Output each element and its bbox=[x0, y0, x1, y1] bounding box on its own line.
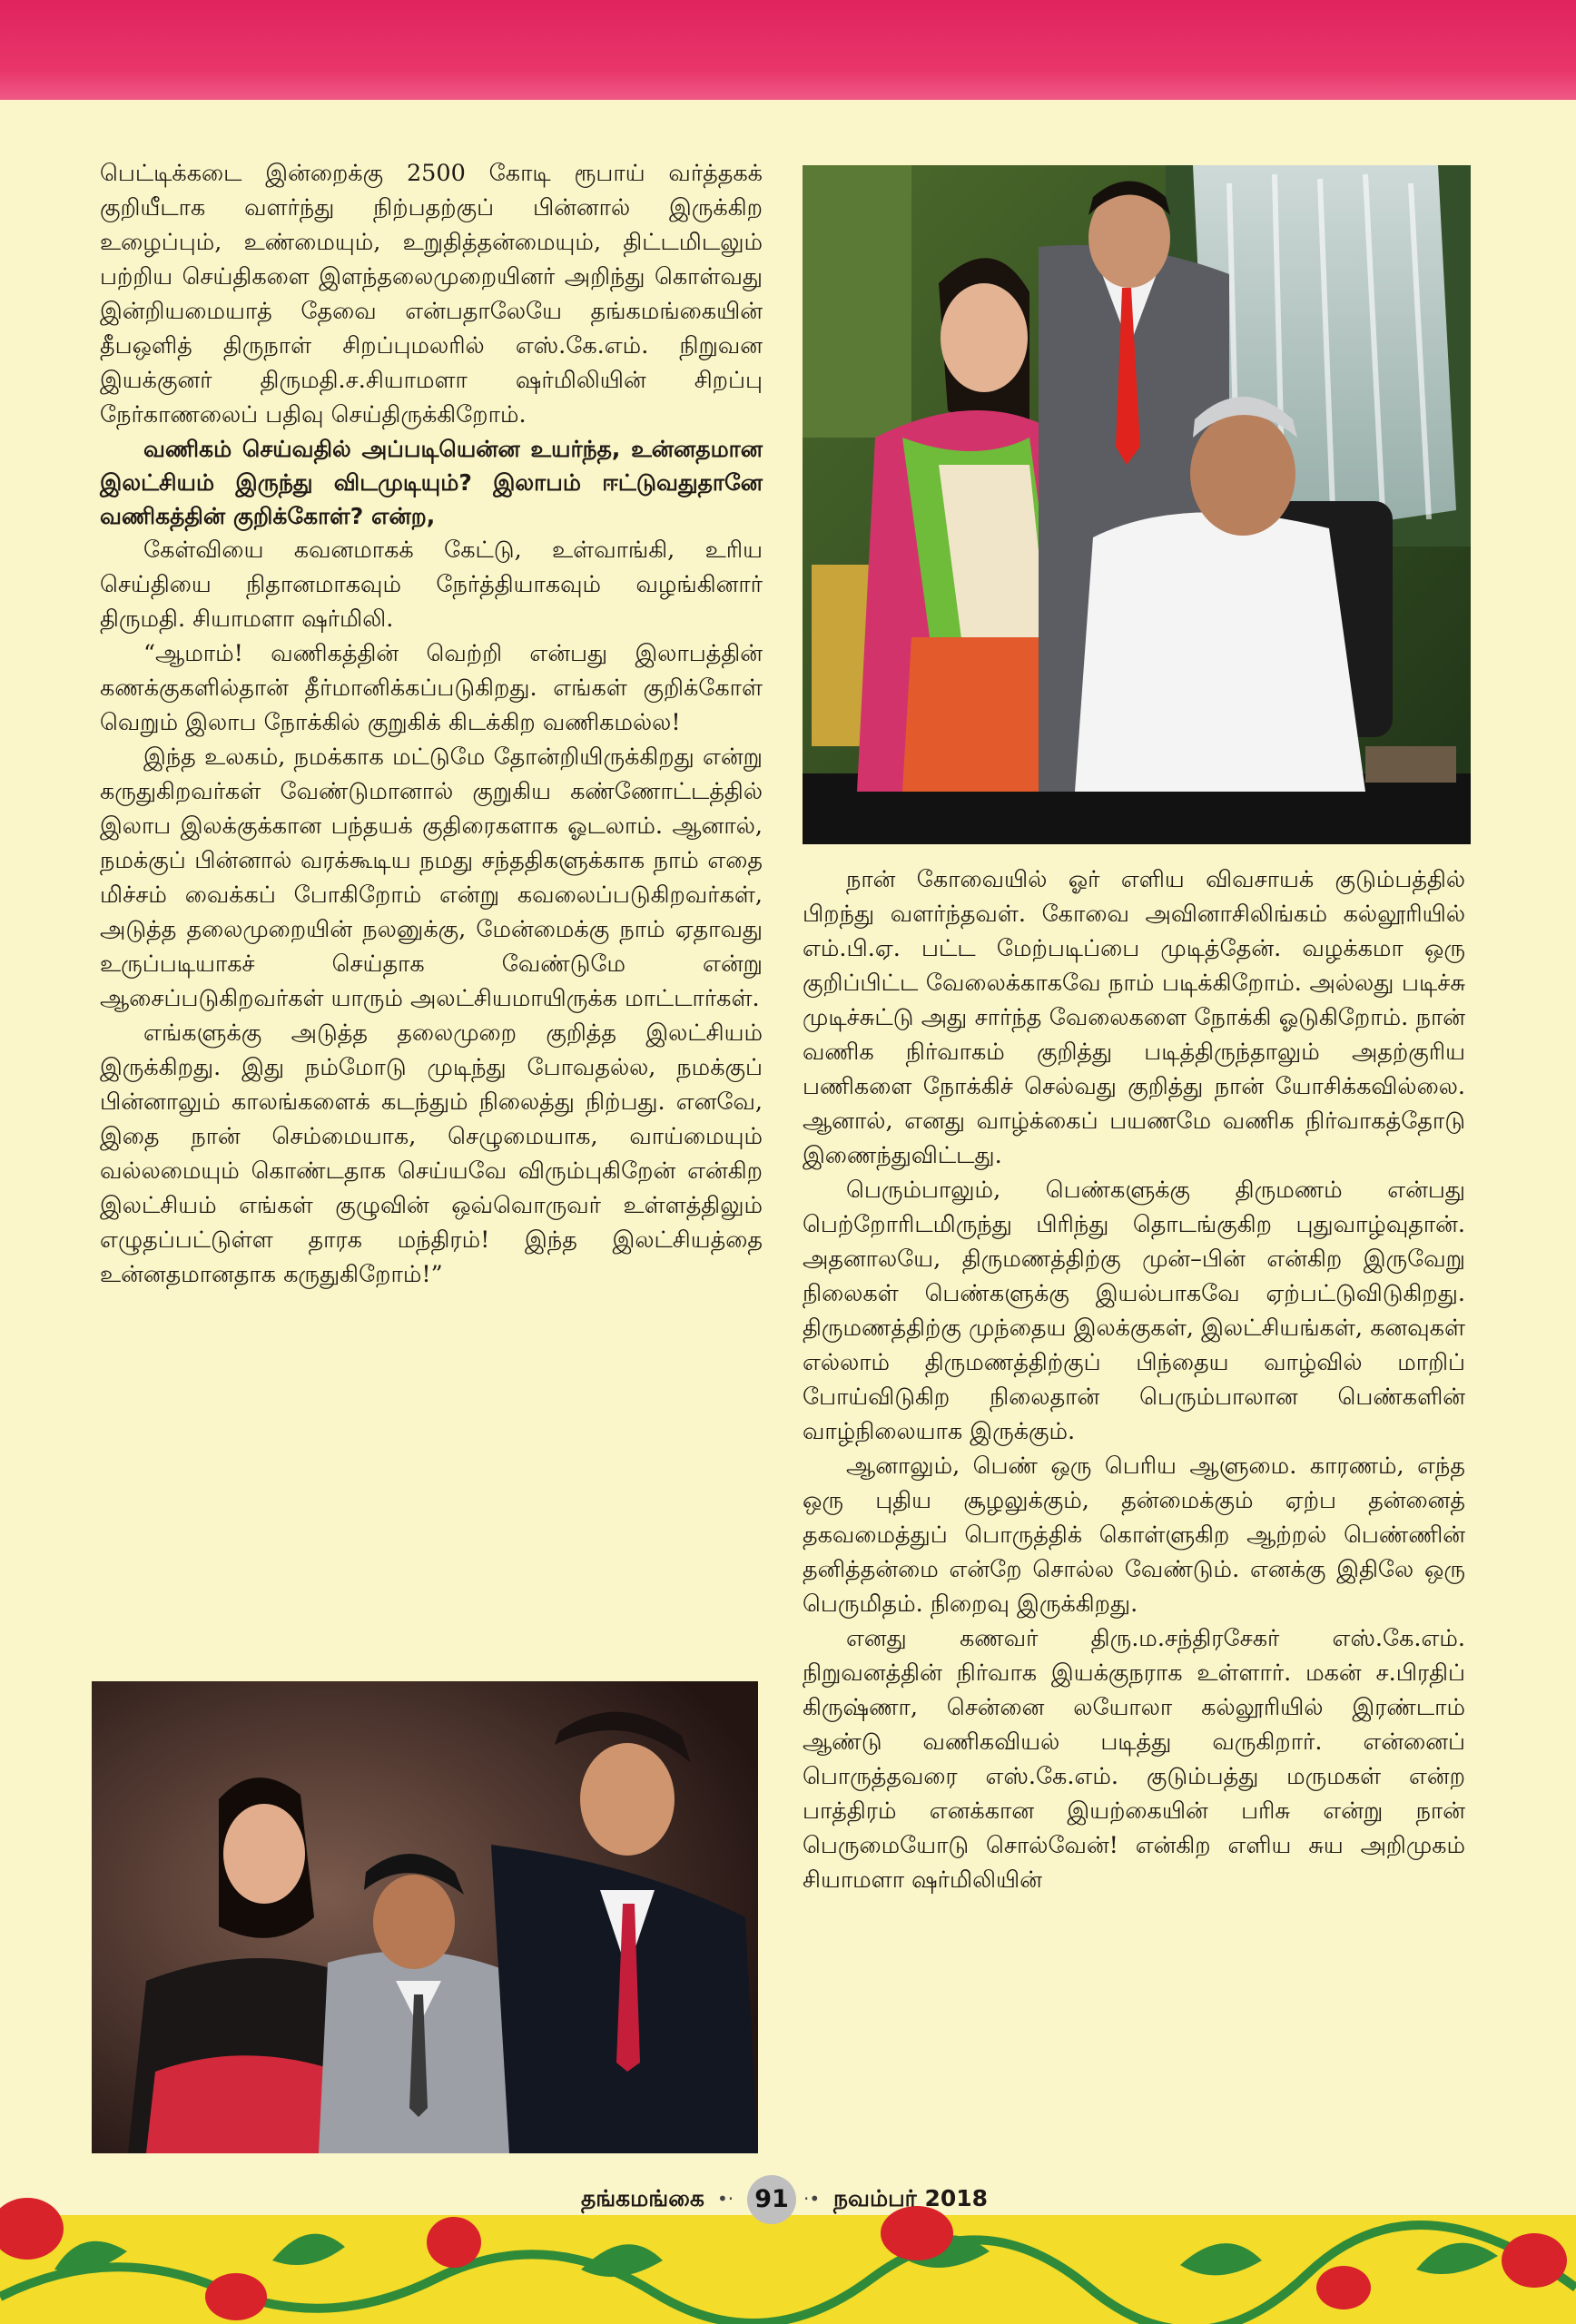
photo-director-with-family bbox=[803, 165, 1471, 844]
article-paragraph: நான் கோவையில் ஓர் எளிய விவசாயக் குடும்பத்தில் பிறந்து வளர்ந்தவள். கோவை அவினாசிலிங்கம் கல்லூரியில் எம்.பி.ஏ. பட்ட மேற்படிப்பை முடித்தேன். வழக்கமா ஒரு குறிப்பிட்ட வேலைக்காகவே நாம் படிக்கிறோம். அல்லது படிச்சு முடிச்சுட்டு அது சார்ந்த வேலைகளை நோக்கி ஓடுகிறோம். நான் வணிக நிர்வாகம் குறித்து படித்திருந்தாலும் அதற்குரிய பணிகளை நோக்கிச் செல்வது குறித்து நான் யோசிக்கவில்லை. ஆனால், எனது வாழ்க்கைப் பயணமே வணிக நிர்வாகத்தோடு இணைந்துவிட்டது. bbox=[803, 866, 1465, 1169]
article-paragraph: எனது கணவர் திரு.ம.சந்திரசேகர் எஸ்.கே.எம். நிறுவனத்தின் நிர்வாக இயக்குநராக உள்ளார். மகன் ச.பிரதிப் கிருஷ்ணா, சென்னை லயோலா கல்லூரியில் இரண்டாம் ஆண்டு வணிகவியல் படித்து வருகிறார். என்னைப் பொருத்தவரை எஸ்.கே.எம். குடும்பத்து மருமகள் என்ற பாத்திரம் எனக்கான இயற்கையின் பரிசு என்று நான் பெருமையோடு சொல்வேன்! என்கிற எளிய சுய அறிமுகம் சியாமளா ஷர்மிலியின் bbox=[803, 1625, 1465, 1894]
footer-separator: ·• bbox=[803, 2188, 821, 2210]
article-paragraph: பெரும்பாலும், பெண்களுக்கு திருமணம் என்பது பெற்றோரிடமிருந்து பிரிந்து தொடங்குகிற புதுவாழ்வுதான். அதனாலயே, திருமணத்திற்கு முன்–பின் என்கிற இருவேறு நிலைகள் பெண்களுக்கு இயல்பாகவே ஏற்பட்டுவிடுகிறது. திருமணத்திற்கு முந்தைய இலக்குகள், இலட்சியங்கள், கனவுகள் எல்லாம் திருமணத்திற்குப் பிந்தைய வாழ்வில் மாறிப் போய்விடுகிற நிலைதான் பெரும்பாலான பெண்களின் வாழ்நிலையாக இருக்கும். bbox=[803, 1177, 1465, 1445]
page-number: 91 bbox=[747, 2175, 796, 2224]
footer-separator: •· bbox=[717, 2188, 734, 2210]
magazine-name: தங்கமங்கை bbox=[581, 2185, 704, 2211]
article-paragraph: ஆனாலும், பெண் ஒரு பெரிய ஆளுமை. காரணம், எந்த ஒரு புதிய சூழலுக்கும், தன்மைக்கும் ஏற்ப தன்னைத் தகவமைத்துப் பொருத்திக் கொள்ளுகிற ஆற்றல் பெண்ணின் தனித்தன்மை என்றே சொல்ல வேண்டும். எனக்கு இதிலே ஒரு பெருமிதம். நிறைவு இருக்கிறது. bbox=[803, 1452, 1465, 1618]
photo-family-portrait bbox=[92, 1681, 758, 2153]
article-paragraph: இந்த உலகம், நமக்காக மட்டுமே தோன்றியிருக்கிறது என்று கருதுகிறவர்கள் வேண்டுமானால் குறுகிய கண்ணோட்டத்தில் இலாப இலக்குக்கான பந்தயக் குதிரைகளாக ஓடலாம். ஆனால், நமக்குப் பின்னால் வரக்கூடிய நமது சந்ததிகளுக்காக நாம் எதை மிச்சம் வைக்கப் போகிறோம் என்று கவலைப்படுகிறவர்கள், அடுத்த தலைமுறையின் நலனுக்கு, மேன்மைக்கு நாம் ஏதாவது உருப்படியாகச் செய்தாக வேண்டுமே என்று ஆசைப்படுகிறவர்கள் யாரும் அலட்சியமாயிருக்க மாட்டார்கள். bbox=[100, 743, 763, 1012]
article-paragraph: “ஆமாம்! வணிகத்தின் வெற்றி என்பது இலாபத்தின் கணக்குகளில்தான் தீர்மானிக்கப்படுகிறது. எங்கள் குறிக்கோள் வெறும் இலாப நோக்கில் குறுகிக் கிடக்கிற வணிகமல்ல! bbox=[100, 640, 763, 736]
page-footer bbox=[0, 2161, 1576, 2324]
article-paragraph: எங்களுக்கு அடுத்த தலைமுறை குறித்த இலட்சியம் இருக்கிறது. இது நம்மோடு முடிந்து போவதல்ல, நமக்குப் பின்னாலும் காலங்களைக் கடந்தும் நிலைத்து நிற்பது. எனவே, இதை நான் செம்மையாக, செழுமையாக, வாய்மையும் வல்லமையும் கொண்டதாக செய்யவே விரும்புகிறேன் என்கிற இலட்சியம் எங்கள் குழுவின் ஒவ்வொருவர் உள்ளத்திலும் எழுதப்பட்டுள்ள தாரக மந்திரம்! இந்த இலட்சியத்தை உன்னதமானதாக கருதுகிறோம்!” bbox=[100, 1019, 763, 1288]
article-paragraph: கேள்வியை கவனமாகக் கேட்டு, உள்வாங்கி, உரிய செய்தியை நிதானமாகவும் நேர்த்தியாகவும் வழங்கினார் திருமதி. சியாமளா ஷர்மிலி. bbox=[100, 537, 763, 633]
header-color-band bbox=[0, 0, 1576, 100]
issue-date: நவம்பர் 2018 bbox=[833, 2185, 989, 2211]
article-left-column bbox=[100, 156, 763, 1292]
article-paragraph: பெட்டிக்கடை இன்றைக்கு 2500 கோடி ரூபாய் வர்த்தகக் குறியீடாக வளர்ந்து நிற்பதற்குப் பின்னால் இருக்கிற உழைப்பும், உண்மையும், உறுதித்தன்மையும், திட்டமிடலும் பற்றிய செய்திகளை இளந்தலைமுறையினர் அறிந்து கொள்வது இன்றியமையாத் தேவை என்பதாலேயே தங்கமங்கையின் தீபஒளித் திருநாள் சிறப்புமலரில் எஸ்.கே.எம். நிறுவன இயக்குனர் திருமதி.ச.சியாமளா ஷர்மிலியின் சிறப்பு நேர்காணலைப் பதிவு செய்திருக்கிறோம். bbox=[100, 160, 763, 428]
interview-question: வணிகம் செய்வதில் அப்படியென்ன உயர்ந்த, உன்னதமான இலட்சியம் இருந்து விடமுடியும்? இலாபம் ஈட்டுவதுதானே வணிகத்தின் குறிக்கோள்? என்ற, bbox=[100, 436, 763, 529]
article-right-column bbox=[803, 862, 1465, 1897]
